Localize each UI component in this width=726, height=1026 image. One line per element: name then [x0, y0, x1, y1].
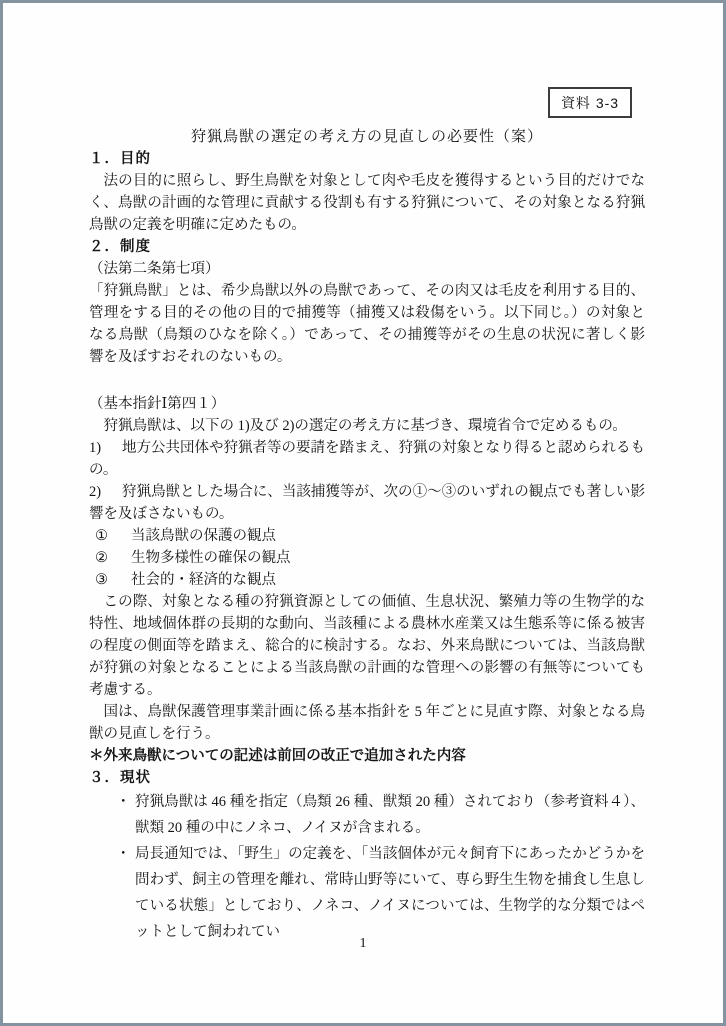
review-paragraph: 国は、鳥獣保護管理事業計画に係る基本指針を 5 年ごとに見直す際、対象となる鳥獣の見直しを行う。 — [89, 704, 645, 742]
page-number: 1 — [359, 936, 367, 951]
page-title: 狩猟鳥獣の選定の考え方の見直しの必要性（案） — [190, 129, 543, 145]
numbered-item-2 — [89, 481, 645, 525]
consideration-paragraph: この際、対象となる種の狩猟資源としての価値、生息状況、繁殖力等の生物学的な特性、地域個体群の長期的な動向、当該種による農林水産業又は生態系等に係る被害の程度の側面等を踏まえ、総合的に検討する。なお、外来鳥獣については、当該鳥獣が狩猟の対象となることによる当該鳥獣の計画的な管理への影響の有無等についても考慮する。 — [89, 594, 645, 698]
numbered-item-1-text: 地方公共団体や狩猟者等の要請を踏まえ、狩猟の対象となり得ると認められるもの。 — [89, 440, 645, 478]
bullet-dot-icon: ・ — [116, 794, 131, 810]
status-bullet-1-text: 狩猟鳥獣は 46 種を指定（鳥類 26 種、獣類 20 種）されており（参考資料４）、獣類 20 種の中にノネコ、ノイヌが含まれる。 — [135, 794, 645, 836]
numbered-item-2-marker: 2) — [89, 484, 102, 500]
law-reference: （法第二条第七項） — [89, 261, 220, 277]
section-heading-system: ２．制度 — [89, 239, 151, 255]
status-bullet-1 — [89, 789, 645, 841]
circled-item-2-text: 生物多様性の確保の観点 — [131, 550, 291, 566]
section-heading-status: ３．現状 — [89, 770, 151, 786]
circled-item-2 — [89, 547, 645, 569]
status-bullet-2 — [89, 841, 645, 945]
circled-item-3-marker: ③ — [95, 572, 108, 588]
circled-item-3-text: 社会的・経済的な観点 — [131, 572, 276, 588]
status-bullet-2-text: 局長通知では、「野生」の定義を、「当該個体が元々飼育下にあったかどうかを問わず、飼主の管理を離れ、常時山野等にいて、専ら野生生物を捕食し生息している状態」としており、ノネコ、ノイヌについては、生物学的な分類ではペットとして飼われてい — [135, 846, 645, 940]
law-definition-paragraph: 「狩猟鳥獣」とは、希少鳥獣以外の鳥獣であって、その肉又は毛皮を利用する目的、管理をする目的その他の目的で捕獲等（捕獲又は殺傷をいう。以下同じ。）の対象となる鳥獣（鳥類のひなを除く。）であって、その捕獲等がその生息の状況に著しく影響を及ぼすおそれのないもの。 — [89, 283, 645, 365]
circled-item-2-marker: ② — [95, 550, 108, 566]
numbered-item-1-marker: 1) — [89, 440, 102, 456]
document-content — [89, 3, 645, 945]
circled-item-1 — [89, 525, 645, 547]
guideline-reference: （基本指針Ⅰ第四１） — [89, 396, 226, 412]
numbered-item-1 — [89, 437, 645, 481]
circled-item-3 — [89, 569, 645, 591]
doc-label: 資料 3-3 — [560, 94, 620, 111]
amendment-note: ＊外来鳥獣についての記述は前回の改正で追加された内容 — [89, 748, 466, 764]
circled-item-1-marker: ① — [95, 528, 108, 544]
section-heading-purpose: １．目的 — [89, 151, 151, 167]
guideline-intro: 狩猟鳥獣は、以下の 1)及び 2)の選定の考え方に基づき、環境省令で定めるもの。 — [103, 418, 627, 434]
numbered-item-2-text: 狩猟鳥獣とした場合に、当該捕獲等が、次の①～③のいずれの観点でも著しい影響を及ぼさないもの。 — [89, 484, 645, 522]
circled-item-1-text: 当該鳥獣の保護の観点 — [131, 528, 276, 544]
purpose-paragraph: 法の目的に照らし、野生鳥獣を対象として肉や毛皮を獲得するという目的だけでなく、鳥獣の計画的な管理に貢献する役割も有する狩猟について、その対象となる狩猟鳥獣の定義を明確に定めたもの。 — [89, 173, 645, 233]
bullet-dot-icon: ・ — [116, 846, 131, 862]
